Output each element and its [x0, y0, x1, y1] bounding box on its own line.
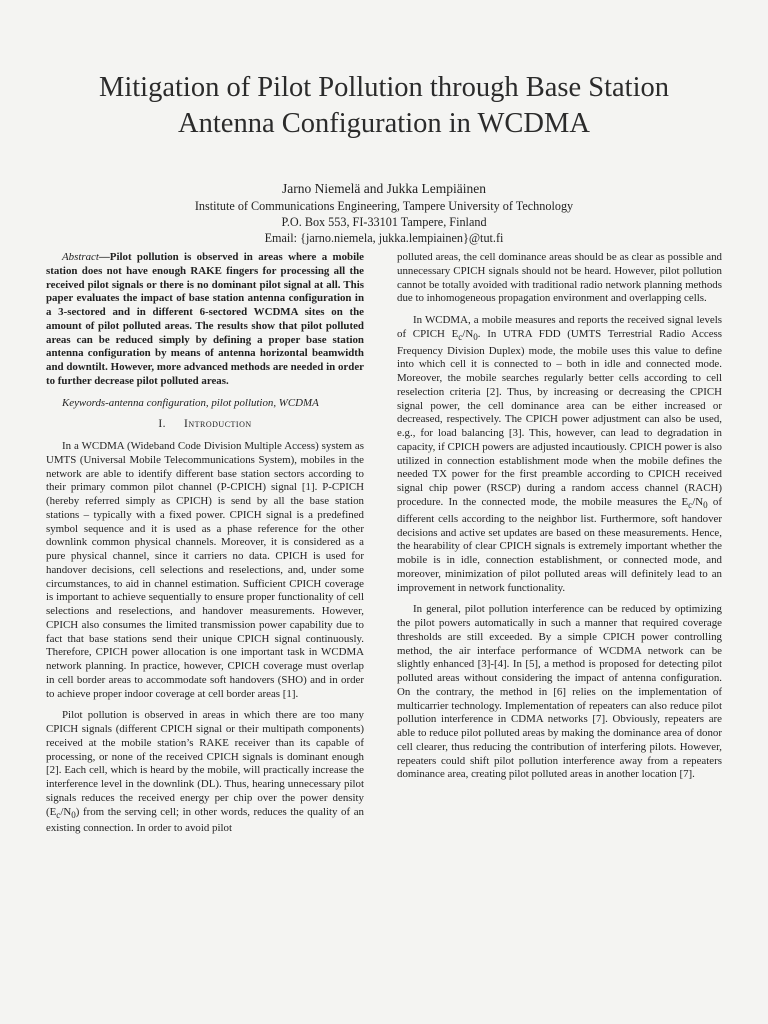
authors: Jarno Niemelä and Jukka Lempiäinen — [282, 181, 486, 196]
address: P.O. Box 553, FI-33101 Tampere, Finland — [281, 215, 487, 229]
keywords: Keywords-antenna configuration, pilot pollution, WCDMA — [62, 396, 319, 409]
paragraph-text: /N — [60, 805, 72, 818]
abstract-label: Abstract — [62, 251, 99, 263]
subscript: c — [688, 500, 693, 511]
title-line-2: Antenna Configuration in WCDMA — [178, 108, 590, 139]
paper-title — [40, 70, 728, 142]
paragraph-text: In WCDMA, a mobile measures and reports the received signal levels of CPICH E — [397, 314, 722, 340]
section-title: Introduction — [184, 418, 252, 431]
abstract — [46, 251, 364, 389]
paragraph-text: of different cells according to the neighbor list. Furthermore, soft handover decisions and active set updates are based on these measurements. Hence, the hearability of clear CPICH signals is extremely important whether the mobile is in idle, connection establishment, or connected mode, and moreover, minimization of pilot polluted areas will definitely lead to an improvement in network functionality. — [397, 495, 722, 594]
title-line-1: Mitigation of Pilot Pollution through Base Station — [98, 72, 669, 103]
subscript: 0 — [703, 500, 708, 511]
section-number: I. — [158, 418, 167, 431]
affiliation: Institute of Communications Engineering, Tampere University of Technology — [194, 199, 574, 213]
subscript: c — [56, 809, 61, 820]
paragraph-text: Pilot pollution is observed in areas in which there are too many CPICH signals (different CPICH signal or their multipath components) received at the mobile station’s RAKE receiver than its capable of processing, or none of the received CPICH signals is dominant enough [2]. Each cell, which is heard by the mobile, will practically increase the interference level in the downlink (DL). Thus, hearing unnecessary pilot signals reduces the received energy per chip over the power density (E — [46, 709, 364, 818]
subscript: 0 — [473, 331, 478, 342]
subscript: c — [458, 331, 463, 342]
intro-paragraph-2-continued: polluted areas, the cell dominance areas should be as clear as possible and unnecessary CPICH signals should not be heard. However, pilot pollution cannot be totally avoided with traditional radio network planning methods due to inhomogeneous propagation environment and overlapping cells. — [397, 251, 722, 305]
right-column — [397, 251, 722, 790]
paragraph-text: /N — [692, 495, 704, 508]
intro-paragraph-2 — [46, 709, 364, 836]
intro-paragraph-4: In general, pilot pollution interference can be reduced by optimizing the pilot powers automatically in such a manner that required coverage thresholds are still exceeded. By a simple CPICH power controlling method, the air interface performance of WCDMA network can be slightly enhanced [3]-[4]. In [5], a method is proposed for detecting pilot polluted areas without considering the impact of antenna configuration. On the contrary, the method in [6] relies on the implementation of multicarrier technology. Implementation of repeaters can also reduce pilot pollution interference in CDMA networks [7]. Obviously, repeaters are able to reduce pilot polluted areas by making the dominance area of donor cell clearer, thus reducing the contribution of interfering pilots. However, repeaters could shift pilot pollution interference away from a repeaters dominance area, creating pilot polluted areas in another location [7]. — [397, 603, 722, 781]
subscript: 0 — [71, 809, 76, 820]
paragraph-text: ) from the serving cell; in other words, reduces the quality of an existing connection. In order to avoid pilot — [46, 805, 364, 835]
section-heading — [46, 418, 364, 432]
paragraph-text: /N — [462, 327, 474, 340]
email: Email: {jarno.niemela, jukka.lempiainen}@tut.fi — [264, 231, 504, 245]
intro-paragraph-1: In a WCDMA (Wideband Code Division Multiple Access) system as UMTS (Universal Mobile Telecommunications System), mobiles in the network are able to identify different base station sectors according to their primary common pilot channel (P-CPICH) signal [1]. P-CPICH (hereby referred simply as CPICH) is send by all the base station stations – typically with a fixed power. CPICH signal is a predefined symbol sequence and it is used as a phase reference for the other downlink common physical channels. Moreover, it is considered as a pure physical channel, since it carriers no data. CPICH is used for handover decisions, cell selections and reselections, and, under some circumstances, to aid in channel estimation. Sufficient CPICH coverage is important to achieve sequentially to ensure proper functionality of cell selections and reselections, and handover measurements. However, CPICH also consumes the limited transmission power capability due to fact that base stations send their unique CPICH signal continuously. Therefore, CPICH power allocation is one important task in WCDMA network planning. In practice, however, CPICH coverage must overlap in cell border areas to accommodate soft handovers (SHO) and in order to achieve proper indoor coverage at cell border areas [1]. — [46, 440, 364, 700]
paragraph-text: . In UTRA FDD (UMTS Terrestrial Radio Access Frequency Division Duplex) mode, the mobile uses this value to define into which cell it is connected to – both in idle and connected mode. Moreover, the mobile searches regularly better cells according to cell reselection criteria [2]. Thus, by increasing or decreasing the CPICH signal power, the cell dominance area can be either increased or decreased, respectively. The CPICH power adjustment can also be used, e.g., for load balancing [3]. This, however, can lead to degradation in capacity, if CPICH powers are adjusted incautiously. CPICH power is also utilized in connection establishment mode when the mobile defines the needed TX power for the first preamble according to CPICH received signal chip power (RSCP) during a random access channel (RACH) procedure. In the connected mode, the mobile measures the E — [397, 327, 723, 508]
abstract-text: —Pilot pollution is observed in areas where a mobile station does not have enough RAKE fingers for processing all the received pilot signals or there is no dominant pilot signal at all. This paper evaluates the impact of base station antenna configuration in a 3-sectored and in different 6-sectored WCDMA sites on the amount of pilot polluted areas. The results show that pilot polluted areas can be reduced simply by defining a proper base station antenna configuration by means of antenna horizontal beamwidth and downtilt. However, more advanced methods are needed in order to further decrease pilot polluted areas. — [46, 251, 364, 387]
intro-paragraph-3 — [397, 314, 722, 595]
left-column — [46, 251, 364, 844]
